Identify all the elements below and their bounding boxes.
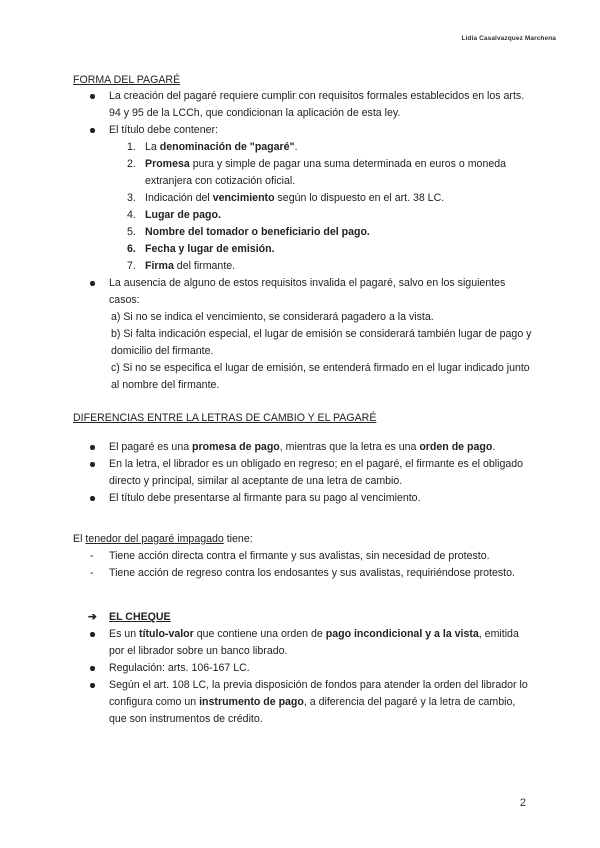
item-text: Indicación del <box>145 192 213 204</box>
bullet-bold-text: instrumento de pago <box>199 696 304 708</box>
numbered-item <box>73 258 533 275</box>
bullet-text: que contiene una orden de <box>193 628 326 640</box>
item-text: según lo dispuesto en el art. 38 LC. <box>274 192 445 204</box>
list-item <box>73 626 533 660</box>
item-bold-text: denominación de "pagaré" <box>159 141 295 153</box>
numbered-item <box>73 241 533 258</box>
case-c: c) Si no se especifica el lugar de emisión, se entenderá firmado en el lugar indicado junto al nombre del firmante. <box>111 362 530 391</box>
list-item <box>73 88 533 122</box>
author-header: Lidia Casalvazquez Marchena <box>461 35 556 42</box>
dash-marker: - <box>90 550 94 562</box>
item-text: La <box>145 141 160 153</box>
list-item <box>73 275 533 309</box>
arrow-right-icon: ➔ <box>88 611 97 623</box>
bullet-text: , mientras que la letra es una <box>279 441 420 453</box>
diferencias-list <box>73 439 533 507</box>
list-item <box>73 439 533 456</box>
item-number: 7. <box>127 260 136 272</box>
item-bold-text: Fecha y lugar de emisión. <box>145 243 275 255</box>
forma-pagare-list <box>73 88 533 139</box>
list-item <box>73 660 533 677</box>
section-title-forma-pagare: FORMA DEL PAGARÉ <box>73 74 181 86</box>
document-body <box>73 72 533 728</box>
bullet-bold-text: título-valor <box>139 628 194 640</box>
tenedor-intro <box>73 531 533 548</box>
bullet-text: El título debe presentarse al firmante para su pago al vencimiento. <box>109 492 421 504</box>
bullet-text: Regulación: arts. 106-167 LC. <box>109 662 250 674</box>
numbered-item <box>73 224 533 241</box>
requisitos-list <box>73 139 533 275</box>
item-number: 2. <box>127 158 136 170</box>
bullet-text: La ausencia de alguno de estos requisitos invalida el pagaré, salvo en los siguientes casos: <box>109 277 506 306</box>
cheque-title: EL CHEQUE <box>109 611 171 623</box>
numbered-item <box>73 207 533 224</box>
item-bold-text: Firma <box>145 260 174 272</box>
section-title-diferencias: DIFERENCIAS ENTRE LA LETRAS DE CAMBIO Y EL PAGARÉ <box>73 412 377 424</box>
bullet-text: , a diferencia del pagaré y la letra de cambio, que son instrumentos de crédito. <box>109 696 516 725</box>
list-item <box>73 456 533 490</box>
item-bold-text: Lugar de pago. <box>145 209 221 221</box>
item-number: 5. <box>127 226 136 238</box>
cheque-list <box>73 626 533 728</box>
item-bold-text: vencimiento <box>212 192 275 204</box>
item-bold-text: Nombre del tomador o beneficiario del pago. <box>145 226 370 238</box>
bullet-text: El pagaré es una <box>109 441 193 453</box>
intro-underlined-text: tenedor del pagaré impagado <box>85 533 224 545</box>
item-text: del firmante. <box>173 260 236 272</box>
list-item <box>73 677 533 728</box>
page-number: 2 <box>519 797 526 809</box>
dash-item <box>73 565 533 582</box>
item-text: pura y simple de pagar una suma determinada en euros o moneda extranjera con cotización oficial. <box>145 158 507 187</box>
dash-item <box>73 548 533 565</box>
item-number: 6. <box>127 243 136 255</box>
item-text: . <box>294 141 298 153</box>
intro-text: tiene: <box>223 533 253 545</box>
bullet-bold-text: promesa de pago <box>192 441 280 453</box>
item-number: 4. <box>127 209 136 221</box>
item-number: 3. <box>127 192 136 204</box>
numbered-item <box>73 139 533 156</box>
bullet-bold-text: orden de pago <box>419 441 493 453</box>
case-a: a) Si no se indica el vencimiento, se considerará pagadero a la vista. <box>111 311 434 323</box>
bullet-text: En la letra, el librador es un obligado en regreso; en el pagaré, el firmante es el obligado directo y principal, similar al aceptante de una letra de cambio. <box>109 458 524 487</box>
case-b: b) Si falta indicación especial, el lugar de emisión se considerará también lugar de pago y domicilio del firmante. <box>111 328 532 357</box>
bullet-text: El título debe contener: <box>109 124 218 136</box>
list-item <box>73 490 533 507</box>
bullet-text: Es un <box>109 628 140 640</box>
section-title-cheque <box>73 609 533 626</box>
list-item <box>73 122 533 139</box>
dash-text: Tiene acción directa contra el firmante y sus avalistas, sin necesidad de protesto. <box>109 550 490 562</box>
numbered-item <box>73 156 533 190</box>
item-bold-text: Promesa <box>145 158 190 170</box>
bullet-text: , emitida por el librador sobre un banco librado. <box>109 628 519 657</box>
bullet-text: . <box>492 441 496 453</box>
numbered-item <box>73 190 533 207</box>
bullet-text: La creación del pagaré requiere cumplir con requisitos formales establecidos en los arts. 94 y 95 de la LCCh, que condicionan la aplicación de esta ley. <box>109 90 525 119</box>
dash-marker: - <box>90 567 94 579</box>
dash-text: Tiene acción de regreso contra los endosantes y sus avalistas, requiriéndose protesto. <box>109 567 515 579</box>
bullet-bold-text: pago incondicional y a la vista <box>325 628 479 640</box>
bullet-text: Según el art. 108 LC, la previa disposición de fondos para atender la orden del librador lo configura como un <box>109 679 528 708</box>
item-number: 1. <box>127 141 136 153</box>
intro-text: El <box>73 533 86 545</box>
ausencia-list <box>73 275 533 309</box>
